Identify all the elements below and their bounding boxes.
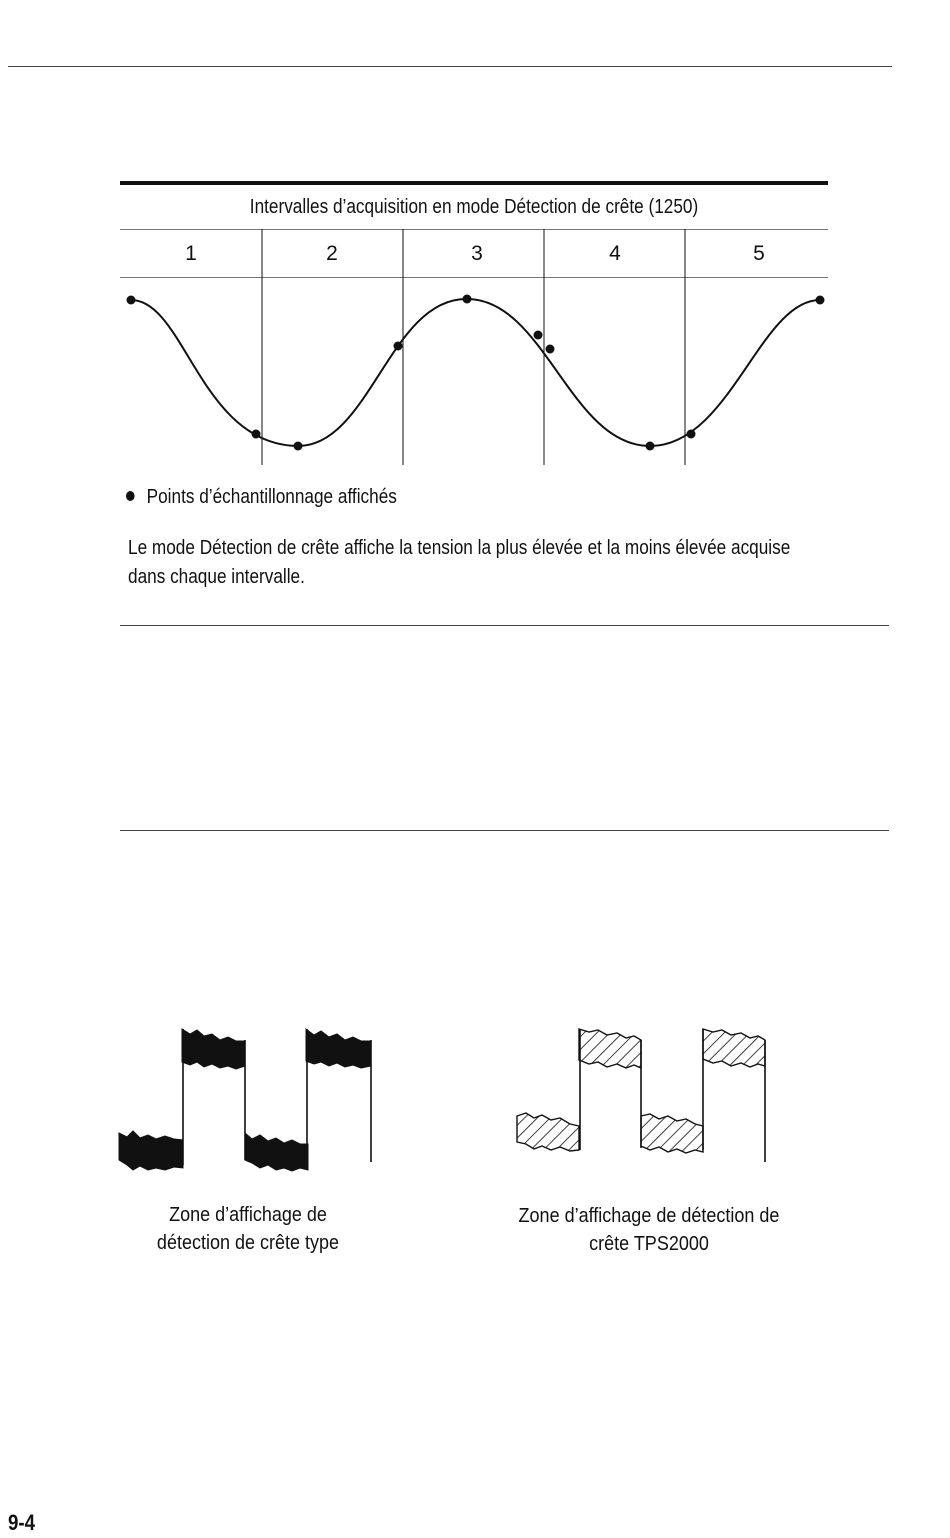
- noise-band: [306, 1029, 371, 1068]
- noise-band: [245, 1133, 308, 1171]
- sample-point: [294, 442, 303, 451]
- sample-point: [463, 295, 472, 304]
- tps2000-peak-detect-waveform: [517, 1029, 765, 1162]
- interval-label-1: 1: [185, 242, 197, 265]
- typical-peak-detect-waveform: [119, 1029, 371, 1171]
- hatched-band: [641, 1114, 703, 1153]
- figure-title: Intervalles d’acquisition en mode Détection de crête (1250): [249, 196, 699, 218]
- interval-label-4: 4: [609, 242, 621, 265]
- sample-point: [252, 430, 261, 439]
- sample-point: [394, 342, 403, 351]
- sample-point: [816, 296, 825, 305]
- typical-zone-caption-line2: détection de crête type: [156, 1232, 340, 1254]
- noise-band: [119, 1131, 183, 1170]
- sample-point: [546, 345, 555, 354]
- tps2000-zone-caption: [487, 1202, 811, 1258]
- sample-point: [127, 296, 136, 305]
- legend-label: Points d’échantillonnage affichés: [146, 486, 397, 508]
- legend: [126, 486, 397, 509]
- sample-point: [646, 442, 655, 451]
- figure-caption: Le mode Détection de crête affiche la tension la plus élevée et la moins élevée acquise dans chaque intervalle.: [128, 537, 791, 588]
- page-number: 9-4: [8, 1510, 36, 1535]
- sine-waveform-diagram: [0, 0, 950, 470]
- sine-wave: [131, 299, 820, 446]
- typical-zone-caption: [113, 1201, 383, 1257]
- tps2000-zone-caption-line1: Zone d’affichage de détection de: [518, 1205, 780, 1227]
- sample-point: [687, 430, 696, 439]
- noise-band: [182, 1029, 245, 1069]
- interval-label-3: 3: [471, 242, 483, 265]
- hatched-band: [579, 1029, 641, 1068]
- interval-label-5: 5: [753, 242, 765, 265]
- sample-point-legend-icon: [126, 491, 135, 501]
- section-rule-1: [120, 625, 889, 626]
- peak-detect-zones-diagram: [0, 1000, 950, 1190]
- hatched-band: [703, 1029, 765, 1067]
- sample-point: [534, 331, 543, 340]
- tps2000-zone-caption-line2: crête TPS2000: [589, 1233, 709, 1255]
- section-rule-2: [120, 830, 889, 831]
- hatched-band: [517, 1113, 579, 1151]
- typical-zone-caption-line1: Zone d’affichage de: [169, 1204, 327, 1226]
- interval-label-2: 2: [326, 242, 338, 265]
